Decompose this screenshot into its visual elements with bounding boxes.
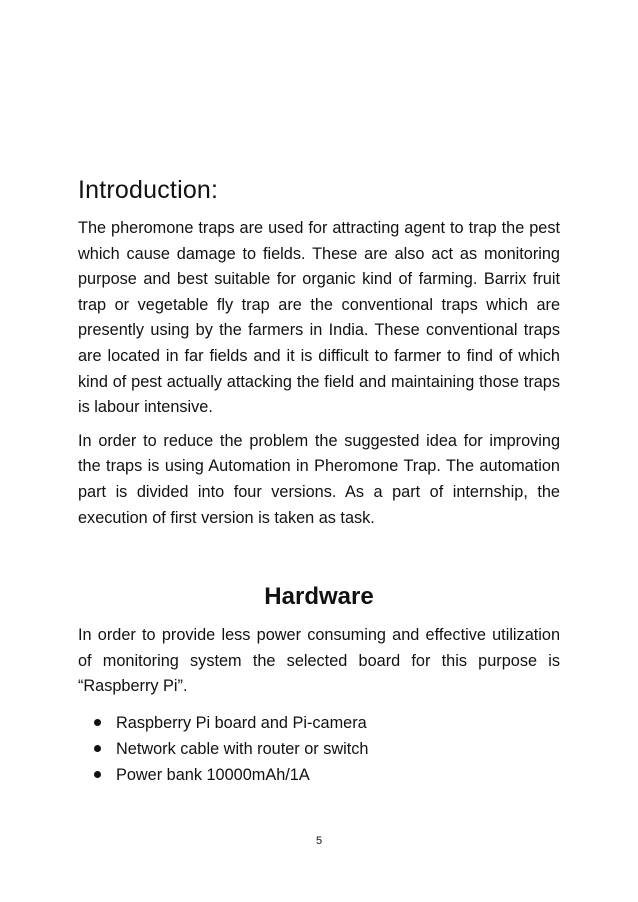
bullet-icon — [94, 745, 101, 752]
bullet-icon — [94, 719, 101, 726]
list-item — [88, 736, 560, 762]
hardware-list — [78, 710, 560, 788]
list-item-text: Network cable with router or switch — [116, 739, 369, 758]
bullet-icon — [94, 771, 101, 778]
introduction-paragraph-1: The pheromone traps are used for attracting agent to trap the pest which cause damage to fields. These are also act as monitoring purpose and best suitable for organic kind of farming. Barrix fruit trap or vegetable fly trap are the conventional traps which are presently using by the farmers in India. These conventional traps are located in far fields and it is difficult to farmer to find of which kind of pest actually attacking the field and maintaining those traps is labour intensive. — [78, 219, 560, 417]
list-item-text: Power bank 10000mAh/1A — [116, 765, 310, 784]
introduction-paragraph-2: In order to reduce the problem the suggested idea for improving the traps is using Automation in Pheromone Trap. The automation part is divided into four versions. As a part of internship, the execution of first version is taken as task. — [78, 431, 560, 527]
list-item — [88, 710, 560, 736]
hardware-heading: Hardware — [264, 583, 374, 611]
list-item-text: Raspberry Pi board and Pi-camera — [116, 713, 367, 732]
page-number: 5 — [315, 835, 323, 847]
page-content — [78, 174, 560, 788]
list-item — [88, 762, 560, 788]
hardware-paragraph: In order to provide less power consuming and effective utilization of monitoring system the selected board for this purpose is “Raspberry Pi”. — [78, 626, 560, 696]
introduction-heading: Introduction: — [78, 176, 219, 204]
